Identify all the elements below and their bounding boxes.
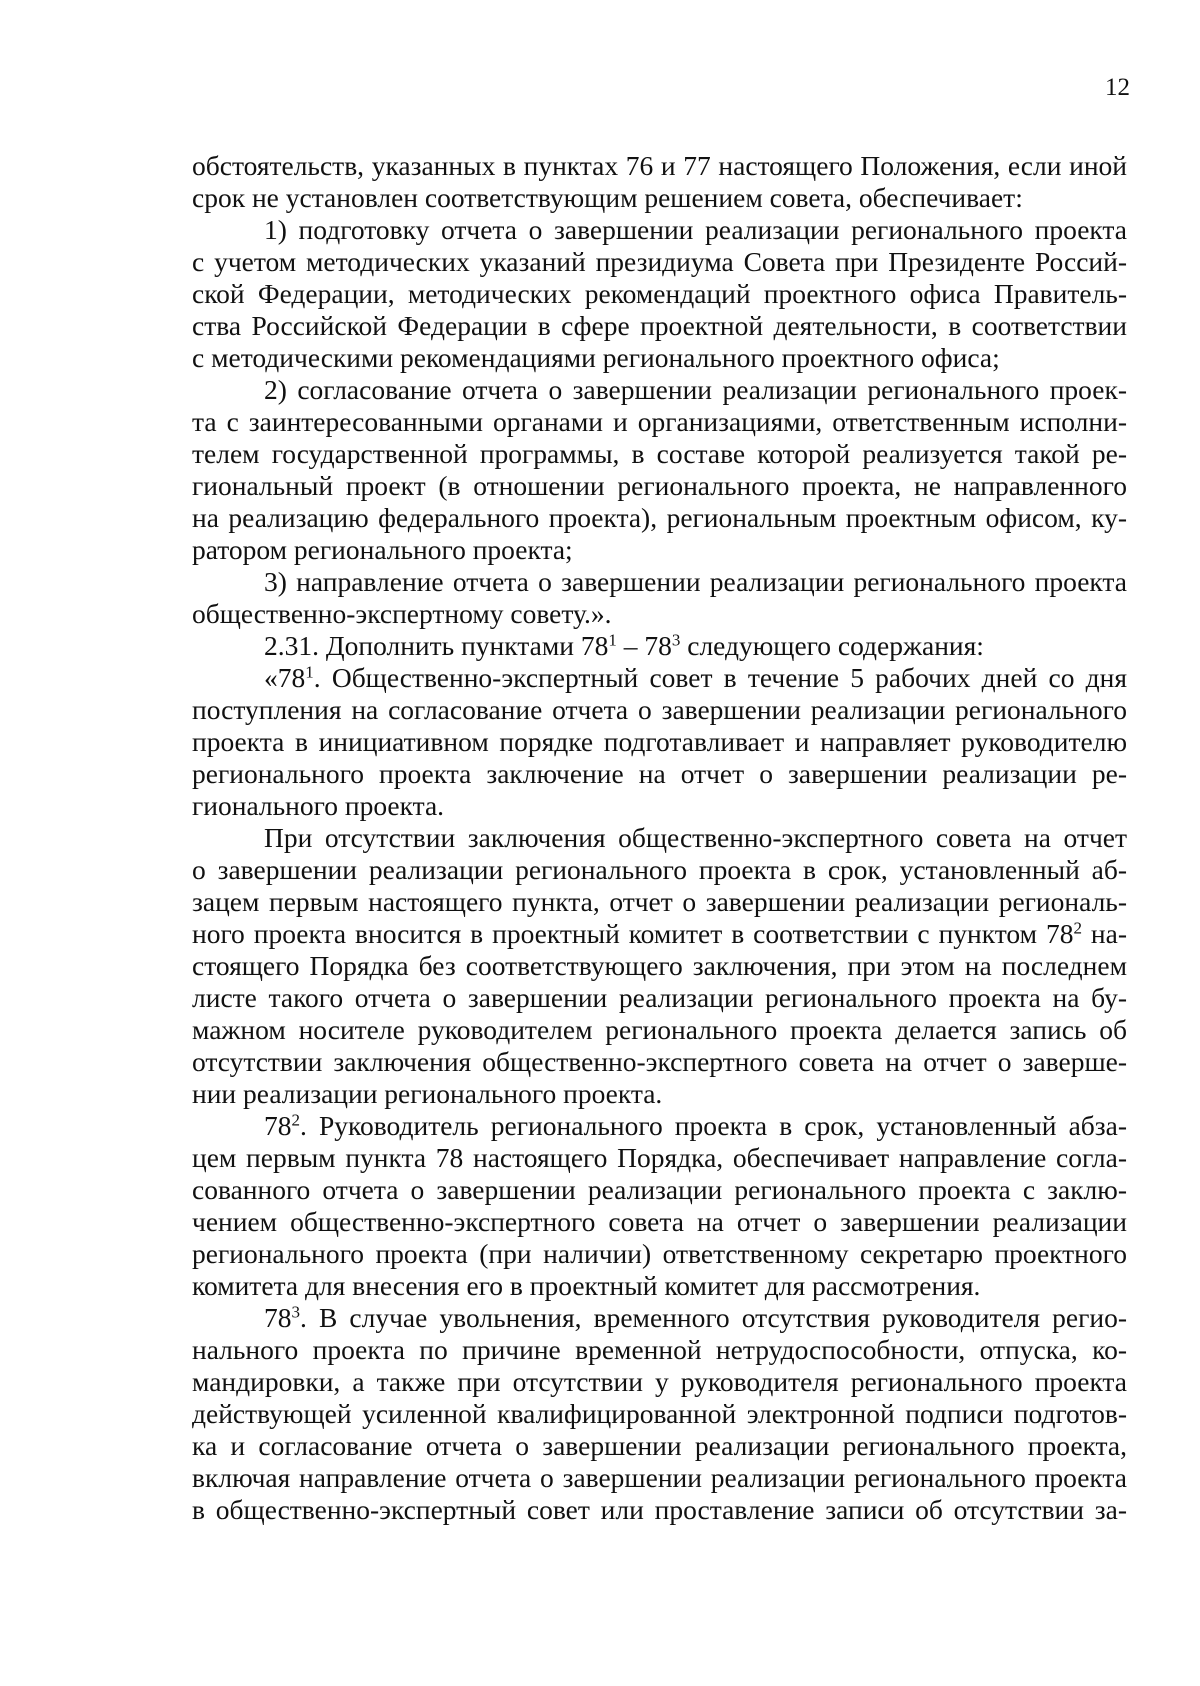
text-line: комитета для внесения его в проектный комитет для рассмотрения.: [192, 1270, 981, 1301]
text-line: о завершении реализации регионального проекта в срок, установленный аб-: [192, 854, 1127, 885]
text-line: ка и согласование отчета о завершении реализации регионального проекта,: [192, 1430, 1127, 1461]
page-number: 12: [1105, 74, 1130, 101]
superscript: 2: [291, 1110, 301, 1130]
text-line: нального проекта по причине временной нетрудоспособности, отпуска, ко-: [192, 1334, 1127, 1365]
text-run: . В случае увольнения, временного отсутствия руководителя регио-: [300, 1302, 1127, 1333]
text-run: «78: [264, 662, 306, 693]
text-line: на реализацию федерального проекта), региональным проектным офисом, ку-: [192, 502, 1127, 533]
text-line: зацем первым настоящего пункта, отчет о завершении реализации региональ-: [192, 886, 1127, 917]
text-line: поступления на согласование отчета о завершении реализации регионального: [192, 694, 1127, 725]
text-line: нии реализации регионального проекта.: [192, 1078, 663, 1109]
text-line: гионального проекта.: [192, 790, 445, 821]
text-line: [192, 1110, 1127, 1142]
superscript: 3: [291, 1302, 301, 1322]
document-body: [192, 150, 1127, 1526]
text-line: сованного отчета о завершении реализации регионального проекта с заклю-: [192, 1174, 1127, 1205]
text-run: 78: [264, 1302, 292, 1333]
text-run: – 78: [616, 630, 672, 661]
text-line: ства Российской Федерации в сфере проектной деятельности, в соответствии: [192, 310, 1127, 341]
text-line: чением общественно-экспертного совета на отчет о завершении реализации: [192, 1206, 1127, 1237]
text-run: 78: [264, 1110, 292, 1141]
text-run: ного проекта вносится в проектный комитет в соответствии с пунктом 78: [192, 918, 1074, 949]
text-line: листе такого отчета о завершении реализации регионального проекта на бу-: [192, 982, 1127, 1013]
text-run: следующего содержания:: [680, 630, 984, 661]
text-run: 2.31. Дополнить пунктами 78: [264, 630, 609, 661]
text-line: с методическими рекомендациями регионального проектного офиса;: [192, 342, 1000, 373]
text-line: цем первым пункта 78 настоящего Порядка, обеспечивает направление согла-: [192, 1142, 1127, 1173]
text-run: на-: [1081, 918, 1127, 949]
text-line: в общественно-экспертный совет или проставление записи об отсутствии за-: [192, 1494, 1127, 1525]
text-line: регионального проекта (при наличии) ответственному секретарю проектного: [192, 1238, 1127, 1269]
text-line: 2) согласование отчета о завершении реализации регионального проек-: [264, 374, 1127, 405]
text-run: . Руководитель регионального проекта в срок, установленный абза-: [300, 1110, 1127, 1141]
text-line: мажном носителе руководителем регионального проекта делается запись об: [192, 1014, 1127, 1045]
superscript: 1: [608, 630, 617, 650]
text-line: При отсутствии заключения общественно-экспертного совета на отчет: [264, 822, 1127, 853]
text-line: отсутствии заключения общественно-экспертного совета на отчет о заверше-: [192, 1046, 1127, 1077]
text-line: проекта в инициативном порядке подготавливает и направляет руководителю: [192, 726, 1127, 757]
text-line: включая направление отчета о завершении реализации регионального проекта: [192, 1462, 1127, 1493]
text-line: 1) подготовку отчета о завершении реализации регионального проекта: [264, 214, 1127, 245]
text-line: [192, 918, 1127, 950]
text-line: общественно-экспертному совету.».: [192, 598, 612, 629]
superscript: 3: [671, 630, 681, 650]
text-line: [192, 1302, 1127, 1334]
text-line: [192, 630, 1127, 662]
text-line: срок не установлен соответствующим решением совета, обеспечивает:: [192, 182, 1023, 213]
text-line: мандировки, а также при отсутствии у руководителя регионального проекта: [192, 1366, 1127, 1397]
text-line: телем государственной программы, в составе которой реализуется такой ре-: [192, 438, 1127, 469]
text-line: действующей усиленной квалифицированной электронной подписи подготов-: [192, 1398, 1127, 1429]
text-line: та с заинтересованными органами и организациями, ответственным исполни-: [192, 406, 1127, 437]
text-line: ратором регионального проекта;: [192, 534, 573, 565]
text-line: [192, 662, 1127, 694]
superscript: 1: [305, 662, 314, 682]
text-run: . Общественно-экспертный совет в течение 5 рабочих дней со дня: [313, 662, 1127, 693]
text-line: гиональный проект (в отношении регионального проекта, не направленного: [192, 470, 1127, 501]
text-line: с учетом методических указаний президиума Совета при Президенте Россий-: [192, 246, 1127, 277]
text-line: ской Федерации, методических рекомендаций проектного офиса Правитель-: [192, 278, 1127, 309]
text-line: стоящего Порядка без соответствующего заключения, при этом на последнем: [192, 950, 1127, 981]
text-line: регионального проекта заключение на отчет о завершении реализации ре-: [192, 758, 1127, 789]
text-line: обстоятельств, указанных в пунктах 76 и 77 настоящего Положения, если иной: [192, 150, 1127, 181]
superscript: 2: [1073, 918, 1082, 938]
text-line: 3) направление отчета о завершении реализации регионального проекта: [264, 566, 1127, 597]
